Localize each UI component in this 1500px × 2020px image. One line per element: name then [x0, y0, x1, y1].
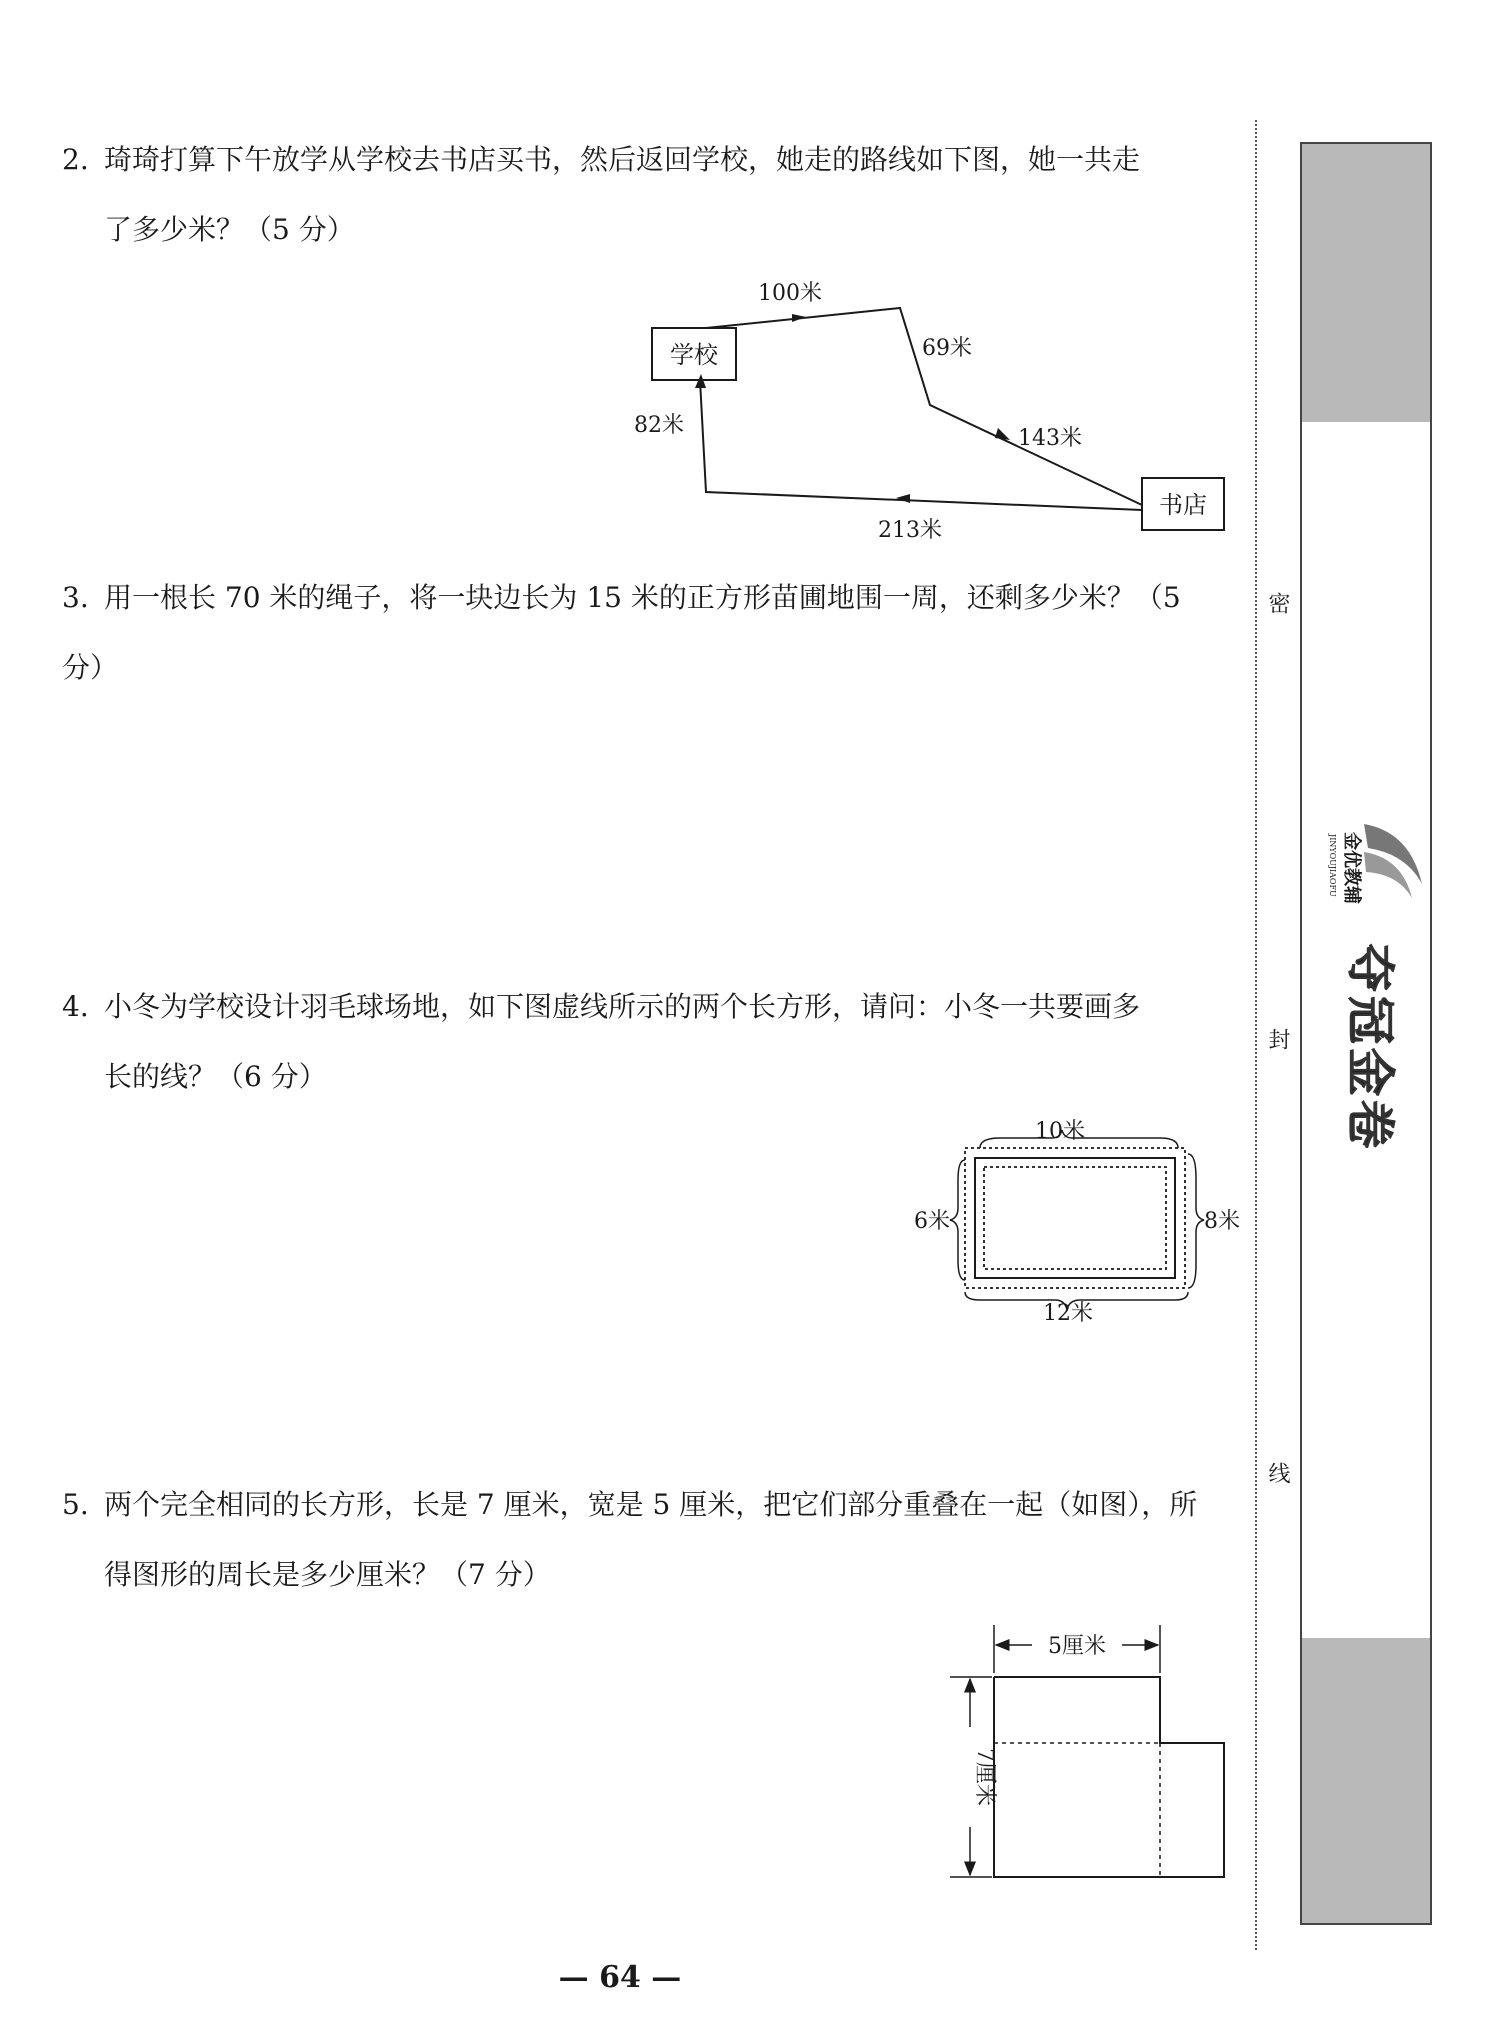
arrow-mark: [896, 494, 910, 503]
seal-char-mi: 密: [1265, 592, 1290, 614]
combined-shape: [994, 1677, 1224, 1877]
series-title: 夺冠金卷: [1342, 944, 1398, 1153]
segment-label: 213米: [878, 518, 942, 543]
publisher-pinyin: JINYOUJIAOFU: [1328, 834, 1337, 897]
inner-dashed-rect: [984, 1167, 1166, 1269]
route-diagram: [620, 270, 1240, 550]
height-label: 7厘米: [972, 1748, 997, 1806]
binding-dashed-line: [1255, 120, 1257, 1950]
question-text: 小冬为学校设计羽毛球场地，如下图虚线所示的两个长方形，请问：小冬一共要画多: [104, 990, 1141, 1023]
question-number: 3.: [62, 581, 89, 614]
panel-gray-bottom: [1302, 1638, 1430, 1923]
court-bottom-label: 12米: [1043, 1301, 1093, 1326]
bookstore-label: 书店: [1159, 491, 1207, 519]
question-5: [62, 1470, 1222, 1610]
question-text: 琦琦打算下午放学从学校去书店买书，然后返回学校，她走的路线如下图，她一共走: [104, 143, 1141, 176]
court-left-label: 6米: [914, 1209, 950, 1234]
segment-label: 82米: [634, 413, 684, 438]
court-top-label: 10米: [1035, 1119, 1085, 1144]
width-label: 5厘米: [1048, 1634, 1106, 1659]
side-brand-panel: [1300, 142, 1432, 1925]
left-brace: [950, 1160, 965, 1280]
overlap-diagram: [940, 1615, 1240, 1895]
arrow-mark: [995, 428, 1010, 440]
segment-label: 69米: [922, 336, 972, 361]
page-number: — 64 —: [558, 1960, 682, 1995]
court-right-label: 8米: [1204, 1209, 1240, 1234]
seal-char-feng: 封: [1265, 1028, 1290, 1050]
outer-dashed-rect: [965, 1148, 1185, 1288]
question-3: [62, 563, 1222, 703]
segment-label: 100米: [758, 281, 822, 306]
panel-gray-top: [1302, 144, 1430, 422]
seal-char-xian: 线: [1265, 1462, 1290, 1484]
inner-solid-rect: [975, 1158, 1175, 1278]
question-2: [62, 125, 1222, 265]
question-number: 5.: [62, 1488, 89, 1521]
question-text: 用一根长 70 米的绳子，将一块边长为 15 米的正方形苗圃地围一周，还剩多少米？（5 分）: [62, 581, 1181, 684]
question-text-cont: 长的线？（6 分）: [104, 1060, 327, 1093]
question-4: [62, 972, 1222, 1112]
question-number: 4.: [62, 990, 89, 1023]
question-number: 2.: [62, 143, 89, 176]
court-diagram: [914, 1119, 1240, 1326]
question-text-cont: 了多少米？（5 分）: [104, 213, 355, 246]
publisher-logo: [1302, 814, 1434, 1153]
publisher-name: 金优教辅: [1341, 832, 1362, 904]
segment-label: 143米: [1018, 426, 1082, 451]
school-label: 学校: [670, 341, 718, 369]
question-text-cont: 得图形的周长是多少厘米？（7 分）: [104, 1558, 551, 1591]
right-brace: [1188, 1154, 1204, 1288]
question-text: 两个完全相同的长方形，长是 7 厘米，宽是 5 厘米，把它们部分重叠在一起（如图），所: [104, 1488, 1198, 1521]
